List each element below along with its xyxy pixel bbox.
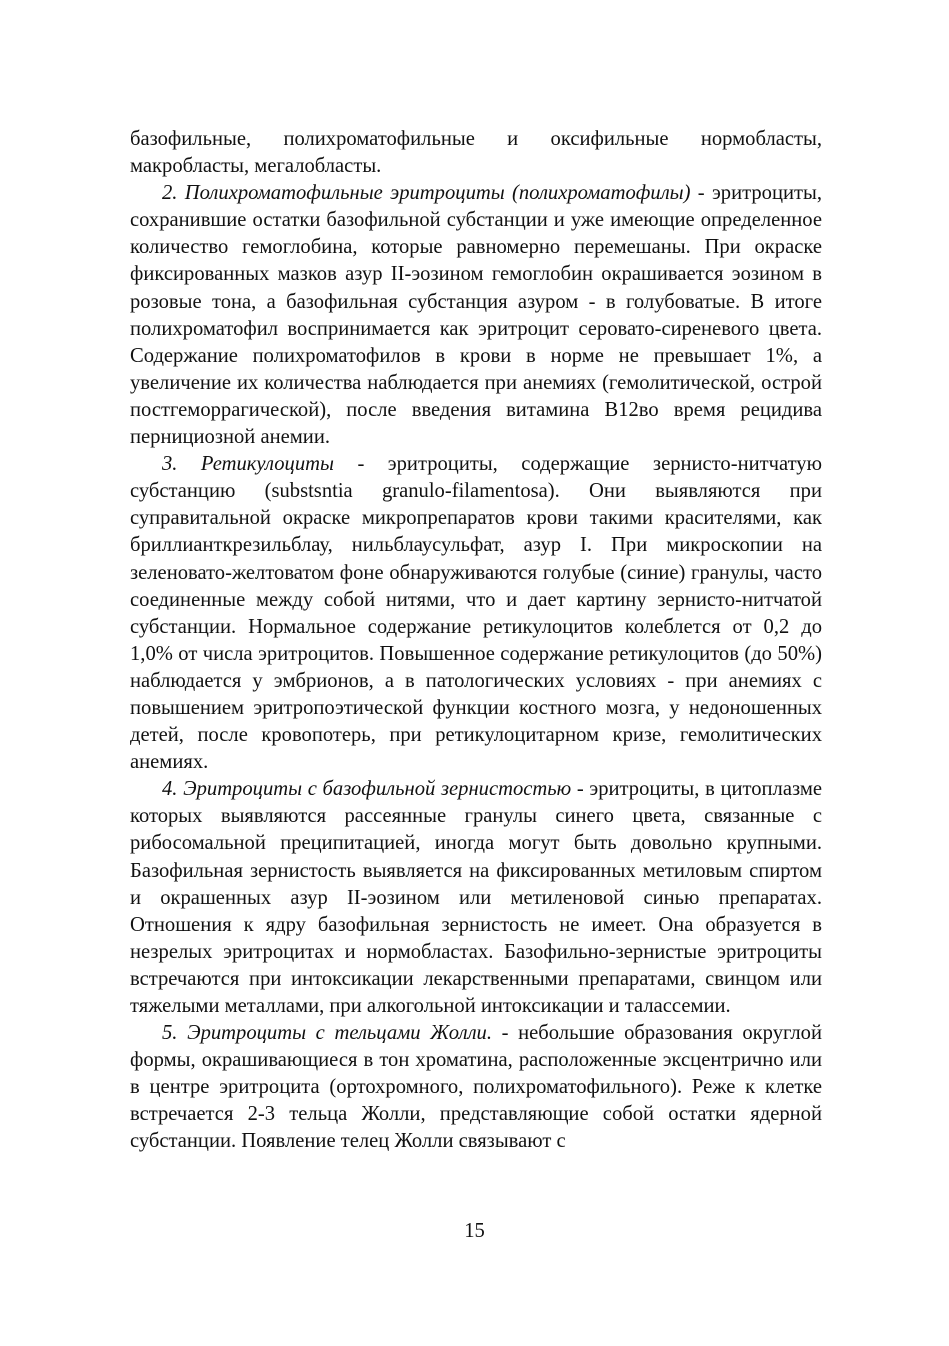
paragraph-text: - эритроциты, в цитоплазме которых выявляются рассеянные гранулы синего цвета, связанные с рибосомальной преципитацией, иногда могут быть довольно крупными. Базофильная зернистость выявляется на фиксированных метиловым спиртом и окрашенных азур II-эозином или метиленовой синью препаратах. Отношения к ядру базофильная зернистость не имеет. Она образуется в незрелых эритроцитах и нормобластах. Базофильно-зернистые эритроциты встречаются при интоксикации лекарственными препаратами, свинцом или тяжелыми металлами, при алкогольной интоксикации и талассемии. [130, 778, 822, 1017]
paragraph-term: 5. Эритроциты с тельцами Жолли. [162, 1022, 492, 1045]
paragraph-term: 4. Эритроциты с базофильной зернистостью [162, 778, 572, 801]
paragraph-text: - эритроциты, содержащие зернисто-нитчатую субстанцию (substsntia granulo-filamentosa). Они выявляются при суправитальной окраске микропрепаратов крови такими красителями, как бриллианткрезильблау, нильблаусульфат, азур I. При микроскопии на зеленовато-желтоватом фоне обнаруживаются голубые (синие) гранулы, часто соединенные между собой нитями, что и дает картину зернисто-нитчатой субстанции. Нормальное содержание ретикулоцитов колеблется от 0,2 до 1,0% от числа эритроцитов. Повышенное содержание ретикулоцитов (до 50%) наблюдается у эмбрионов, а в патологических условиях - при анемиях с повышением эритропоэтической функции костного мозга, у недоношенных детей, после кровопотерь, при ретикулоцитарном кризе, гемолитических анемиях. [130, 453, 822, 774]
paragraph-continuation [130, 126, 822, 180]
paragraph-text: - эритроциты, сохранившие остатки базофильной субстанции и уже имеющие определенное количество гемоглобина, которые равномерно перемешаны. При окраске фиксированных мазков азур II-эозином гемоглобин окрашивается эозином в розовые тона, а базофильная субстанция азуром - в голубоватые. В итоге полихроматофил воспринимается как эритроцит серовато-сиреневого цвета. Содержание полихроматофилов в крови в норме не превышает 1%, а увеличение их количества наблюдается при анемиях (гемолитической, острой постгеморрагической), после введения витамина В12во время рецидива пернициозной анемии. [130, 182, 822, 449]
paragraph-text: базофильные, полихроматофильные и оксифильные нормобласты, макробласты, мегалобласты. [130, 128, 822, 178]
paragraph-polychromatophils [130, 180, 822, 451]
paragraph-term: 2. Полихроматофильные эритроциты (полихроматофилы) [162, 182, 691, 205]
page-number: 15 [464, 1220, 485, 1242]
paragraph-term: 3. Ретикулоциты [162, 453, 334, 476]
paragraph-reticulocytes [130, 451, 822, 776]
paragraph-text: - небольшие образования округлой формы, окрашивающиеся в тон хроматина, расположенные эксцентрично или в центре эритроцита (ортохромного, полихроматофильного). Реже к клетке встречается 2-3 тельца Жолли, представляющие собой остатки ядерной субстанции. Появление телец Жолли связывают с [130, 1022, 822, 1153]
paragraph-basophilic-stippling [130, 776, 822, 1020]
page-body [130, 126, 822, 1156]
paragraph-jolly-bodies [130, 1020, 822, 1155]
